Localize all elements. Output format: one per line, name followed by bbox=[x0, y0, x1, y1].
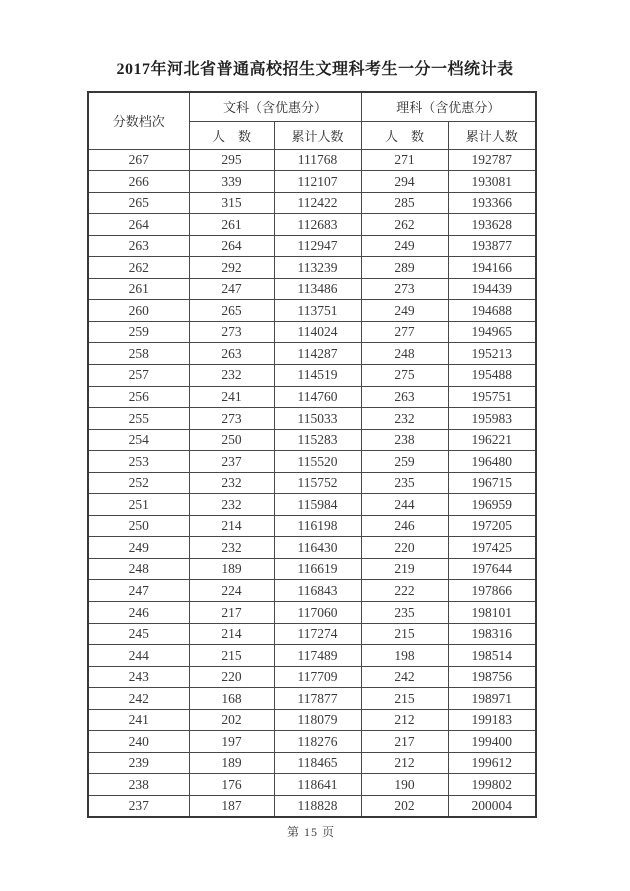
liberal-arts-count-cell: 295 bbox=[189, 149, 274, 171]
score-cell: 250 bbox=[88, 515, 189, 537]
liberal-arts-count-cell: 214 bbox=[189, 623, 274, 645]
score-cell: 251 bbox=[88, 494, 189, 516]
liberal-arts-cumulative-cell: 118641 bbox=[274, 774, 361, 796]
liberal-arts-count-cell: 292 bbox=[189, 257, 274, 279]
score-cell: 262 bbox=[88, 257, 189, 279]
header-group-row bbox=[88, 92, 536, 121]
liberal-arts-cumulative-cell: 112947 bbox=[274, 235, 361, 257]
liberal-arts-cumulative-cell: 114287 bbox=[274, 343, 361, 365]
liberal-arts-cumulative-cell: 115283 bbox=[274, 429, 361, 451]
score-cell: 253 bbox=[88, 451, 189, 473]
score-cell: 248 bbox=[88, 558, 189, 580]
science-count-cell: 232 bbox=[361, 408, 448, 430]
liberal-arts-cumulative-cell: 117060 bbox=[274, 601, 361, 623]
science-count-cell: 242 bbox=[361, 666, 448, 688]
liberal-arts-cumulative-cell: 113486 bbox=[274, 278, 361, 300]
science-cumulative-cell: 193366 bbox=[448, 192, 536, 214]
table-row bbox=[88, 364, 536, 386]
score-cell: 240 bbox=[88, 731, 189, 753]
science-cumulative-cell: 196221 bbox=[448, 429, 536, 451]
liberal-arts-count-cell: 224 bbox=[189, 580, 274, 602]
science-cumulative-cell: 196959 bbox=[448, 494, 536, 516]
liberal-arts-count-cell: 250 bbox=[189, 429, 274, 451]
science-count-cell: 212 bbox=[361, 752, 448, 774]
science-count-cell: 273 bbox=[361, 278, 448, 300]
liberal-arts-cumulative-cell: 114024 bbox=[274, 321, 361, 343]
score-cell: 261 bbox=[88, 278, 189, 300]
science-cumulative-cell: 193081 bbox=[448, 171, 536, 193]
score-cell: 241 bbox=[88, 709, 189, 731]
table-row bbox=[88, 343, 536, 365]
science-cumulative-cell: 195751 bbox=[448, 386, 536, 408]
liberal-arts-cumulative-cell: 114519 bbox=[274, 364, 361, 386]
science-cumulative-cell: 195983 bbox=[448, 408, 536, 430]
liberal-arts-count-cell: 232 bbox=[189, 494, 274, 516]
science-cumulative-cell: 200004 bbox=[448, 795, 536, 817]
science-cumulative-cell: 197205 bbox=[448, 515, 536, 537]
liberal-arts-cumulative-cell: 115984 bbox=[274, 494, 361, 516]
science-cumulative-cell: 197425 bbox=[448, 537, 536, 559]
col-header-liberal-arts-cumulative: 累计人数 bbox=[274, 121, 361, 149]
science-count-cell: 217 bbox=[361, 731, 448, 753]
table-row bbox=[88, 752, 536, 774]
table-row bbox=[88, 558, 536, 580]
table-row bbox=[88, 386, 536, 408]
col-group-science: 理科（含优惠分） bbox=[361, 92, 536, 121]
score-cell: 246 bbox=[88, 601, 189, 623]
table-row bbox=[88, 472, 536, 494]
liberal-arts-cumulative-cell: 113751 bbox=[274, 300, 361, 322]
science-count-cell: 198 bbox=[361, 645, 448, 667]
score-cell: 243 bbox=[88, 666, 189, 688]
science-count-cell: 202 bbox=[361, 795, 448, 817]
liberal-arts-count-cell: 187 bbox=[189, 795, 274, 817]
score-cell: 263 bbox=[88, 235, 189, 257]
table-row bbox=[88, 645, 536, 667]
liberal-arts-cumulative-cell: 117709 bbox=[274, 666, 361, 688]
science-count-cell: 215 bbox=[361, 623, 448, 645]
table-row bbox=[88, 795, 536, 817]
liberal-arts-cumulative-cell: 116843 bbox=[274, 580, 361, 602]
table-row bbox=[88, 321, 536, 343]
science-count-cell: 249 bbox=[361, 300, 448, 322]
liberal-arts-count-cell: 220 bbox=[189, 666, 274, 688]
science-count-cell: 219 bbox=[361, 558, 448, 580]
liberal-arts-cumulative-cell: 118465 bbox=[274, 752, 361, 774]
science-count-cell: 277 bbox=[361, 321, 448, 343]
score-cell: 265 bbox=[88, 192, 189, 214]
table-row bbox=[88, 408, 536, 430]
science-cumulative-cell: 199183 bbox=[448, 709, 536, 731]
liberal-arts-count-cell: 247 bbox=[189, 278, 274, 300]
liberal-arts-cumulative-cell: 112422 bbox=[274, 192, 361, 214]
liberal-arts-cumulative-cell: 112683 bbox=[274, 214, 361, 236]
liberal-arts-count-cell: 189 bbox=[189, 558, 274, 580]
table-row bbox=[88, 601, 536, 623]
liberal-arts-count-cell: 263 bbox=[189, 343, 274, 365]
liberal-arts-count-cell: 261 bbox=[189, 214, 274, 236]
science-cumulative-cell: 198514 bbox=[448, 645, 536, 667]
science-cumulative-cell: 192787 bbox=[448, 149, 536, 171]
liberal-arts-cumulative-cell: 118079 bbox=[274, 709, 361, 731]
score-cell: 259 bbox=[88, 321, 189, 343]
liberal-arts-count-cell: 241 bbox=[189, 386, 274, 408]
table-row bbox=[88, 429, 536, 451]
science-count-cell: 238 bbox=[361, 429, 448, 451]
table-row bbox=[88, 192, 536, 214]
table-row bbox=[88, 278, 536, 300]
score-cell: 258 bbox=[88, 343, 189, 365]
liberal-arts-count-cell: 315 bbox=[189, 192, 274, 214]
science-cumulative-cell: 199400 bbox=[448, 731, 536, 753]
science-cumulative-cell: 198316 bbox=[448, 623, 536, 645]
liberal-arts-cumulative-cell: 113239 bbox=[274, 257, 361, 279]
liberal-arts-count-cell: 197 bbox=[189, 731, 274, 753]
table-row bbox=[88, 666, 536, 688]
science-count-cell: 246 bbox=[361, 515, 448, 537]
science-cumulative-cell: 196715 bbox=[448, 472, 536, 494]
page-title: 2017年河北省普通高校招生文理科考生一分一档统计表 bbox=[116, 61, 514, 78]
table-row bbox=[88, 774, 536, 796]
science-cumulative-cell: 199612 bbox=[448, 752, 536, 774]
science-cumulative-cell: 194688 bbox=[448, 300, 536, 322]
score-cell: 249 bbox=[88, 537, 189, 559]
science-count-cell: 235 bbox=[361, 472, 448, 494]
science-count-cell: 244 bbox=[361, 494, 448, 516]
science-count-cell: 271 bbox=[361, 149, 448, 171]
science-cumulative-cell: 195213 bbox=[448, 343, 536, 365]
table-row bbox=[88, 580, 536, 602]
liberal-arts-count-cell: 189 bbox=[189, 752, 274, 774]
score-cell: 238 bbox=[88, 774, 189, 796]
score-cell: 252 bbox=[88, 472, 189, 494]
science-count-cell: 263 bbox=[361, 386, 448, 408]
liberal-arts-cumulative-cell: 116430 bbox=[274, 537, 361, 559]
score-cell: 266 bbox=[88, 171, 189, 193]
table-header bbox=[88, 92, 536, 149]
table-row bbox=[88, 257, 536, 279]
table-row bbox=[88, 537, 536, 559]
science-cumulative-cell: 198756 bbox=[448, 666, 536, 688]
liberal-arts-count-cell: 232 bbox=[189, 364, 274, 386]
liberal-arts-count-cell: 339 bbox=[189, 171, 274, 193]
col-header-liberal-arts-count: 人 数 bbox=[189, 121, 274, 149]
science-count-cell: 294 bbox=[361, 171, 448, 193]
liberal-arts-count-cell: 214 bbox=[189, 515, 274, 537]
liberal-arts-cumulative-cell: 112107 bbox=[274, 171, 361, 193]
liberal-arts-count-cell: 217 bbox=[189, 601, 274, 623]
table-row bbox=[88, 709, 536, 731]
page-number: 第 15 页 bbox=[286, 825, 335, 839]
score-cell: 255 bbox=[88, 408, 189, 430]
science-cumulative-cell: 195488 bbox=[448, 364, 536, 386]
science-count-cell: 262 bbox=[361, 214, 448, 236]
liberal-arts-cumulative-cell: 115033 bbox=[274, 408, 361, 430]
score-cell: 244 bbox=[88, 645, 189, 667]
liberal-arts-count-cell: 232 bbox=[189, 537, 274, 559]
liberal-arts-count-cell: 176 bbox=[189, 774, 274, 796]
science-count-cell: 220 bbox=[361, 537, 448, 559]
liberal-arts-count-cell: 168 bbox=[189, 688, 274, 710]
science-cumulative-cell: 196480 bbox=[448, 451, 536, 473]
table-row bbox=[88, 149, 536, 171]
table-row bbox=[88, 451, 536, 473]
science-cumulative-cell: 198971 bbox=[448, 688, 536, 710]
liberal-arts-cumulative-cell: 116198 bbox=[274, 515, 361, 537]
liberal-arts-cumulative-cell: 118276 bbox=[274, 731, 361, 753]
score-cell: 242 bbox=[88, 688, 189, 710]
science-cumulative-cell: 197644 bbox=[448, 558, 536, 580]
score-cell: 257 bbox=[88, 364, 189, 386]
score-cell: 264 bbox=[88, 214, 189, 236]
science-cumulative-cell: 194166 bbox=[448, 257, 536, 279]
science-count-cell: 190 bbox=[361, 774, 448, 796]
liberal-arts-count-cell: 265 bbox=[189, 300, 274, 322]
science-cumulative-cell: 193877 bbox=[448, 235, 536, 257]
science-cumulative-cell: 198101 bbox=[448, 601, 536, 623]
col-header-science-cumulative: 累计人数 bbox=[448, 121, 536, 149]
liberal-arts-cumulative-cell: 115520 bbox=[274, 451, 361, 473]
liberal-arts-cumulative-cell: 117274 bbox=[274, 623, 361, 645]
table-row bbox=[88, 235, 536, 257]
science-count-cell: 249 bbox=[361, 235, 448, 257]
liberal-arts-count-cell: 264 bbox=[189, 235, 274, 257]
table-row bbox=[88, 214, 536, 236]
liberal-arts-count-cell: 215 bbox=[189, 645, 274, 667]
science-cumulative-cell: 193628 bbox=[448, 214, 536, 236]
liberal-arts-cumulative-cell: 117489 bbox=[274, 645, 361, 667]
col-group-liberal-arts: 文科（含优惠分） bbox=[189, 92, 361, 121]
table-row bbox=[88, 623, 536, 645]
liberal-arts-count-cell: 202 bbox=[189, 709, 274, 731]
score-cell: 267 bbox=[88, 149, 189, 171]
table-row bbox=[88, 515, 536, 537]
science-count-cell: 285 bbox=[361, 192, 448, 214]
science-count-cell: 235 bbox=[361, 601, 448, 623]
liberal-arts-count-cell: 273 bbox=[189, 321, 274, 343]
score-cell: 247 bbox=[88, 580, 189, 602]
table-row bbox=[88, 171, 536, 193]
score-distribution-table bbox=[87, 91, 537, 818]
science-count-cell: 215 bbox=[361, 688, 448, 710]
table-body bbox=[88, 149, 536, 817]
score-cell: 239 bbox=[88, 752, 189, 774]
score-cell: 256 bbox=[88, 386, 189, 408]
score-cell: 260 bbox=[88, 300, 189, 322]
liberal-arts-cumulative-cell: 116619 bbox=[274, 558, 361, 580]
science-count-cell: 275 bbox=[361, 364, 448, 386]
liberal-arts-cumulative-cell: 111768 bbox=[274, 149, 361, 171]
table-row bbox=[88, 731, 536, 753]
table-row bbox=[88, 300, 536, 322]
science-cumulative-cell: 199802 bbox=[448, 774, 536, 796]
liberal-arts-cumulative-cell: 117877 bbox=[274, 688, 361, 710]
liberal-arts-cumulative-cell: 118828 bbox=[274, 795, 361, 817]
science-cumulative-cell: 194439 bbox=[448, 278, 536, 300]
liberal-arts-count-cell: 232 bbox=[189, 472, 274, 494]
score-cell: 245 bbox=[88, 623, 189, 645]
science-count-cell: 259 bbox=[361, 451, 448, 473]
liberal-arts-cumulative-cell: 115752 bbox=[274, 472, 361, 494]
liberal-arts-cumulative-cell: 114760 bbox=[274, 386, 361, 408]
score-cell: 254 bbox=[88, 429, 189, 451]
col-header-score-level: 分数档次 bbox=[88, 92, 189, 149]
liberal-arts-count-cell: 273 bbox=[189, 408, 274, 430]
col-header-science-count: 人 数 bbox=[361, 121, 448, 149]
score-cell: 237 bbox=[88, 795, 189, 817]
science-count-cell: 212 bbox=[361, 709, 448, 731]
science-count-cell: 289 bbox=[361, 257, 448, 279]
table-row bbox=[88, 494, 536, 516]
science-cumulative-cell: 197866 bbox=[448, 580, 536, 602]
science-count-cell: 248 bbox=[361, 343, 448, 365]
liberal-arts-count-cell: 237 bbox=[189, 451, 274, 473]
science-cumulative-cell: 194965 bbox=[448, 321, 536, 343]
science-count-cell: 222 bbox=[361, 580, 448, 602]
table-row bbox=[88, 688, 536, 710]
